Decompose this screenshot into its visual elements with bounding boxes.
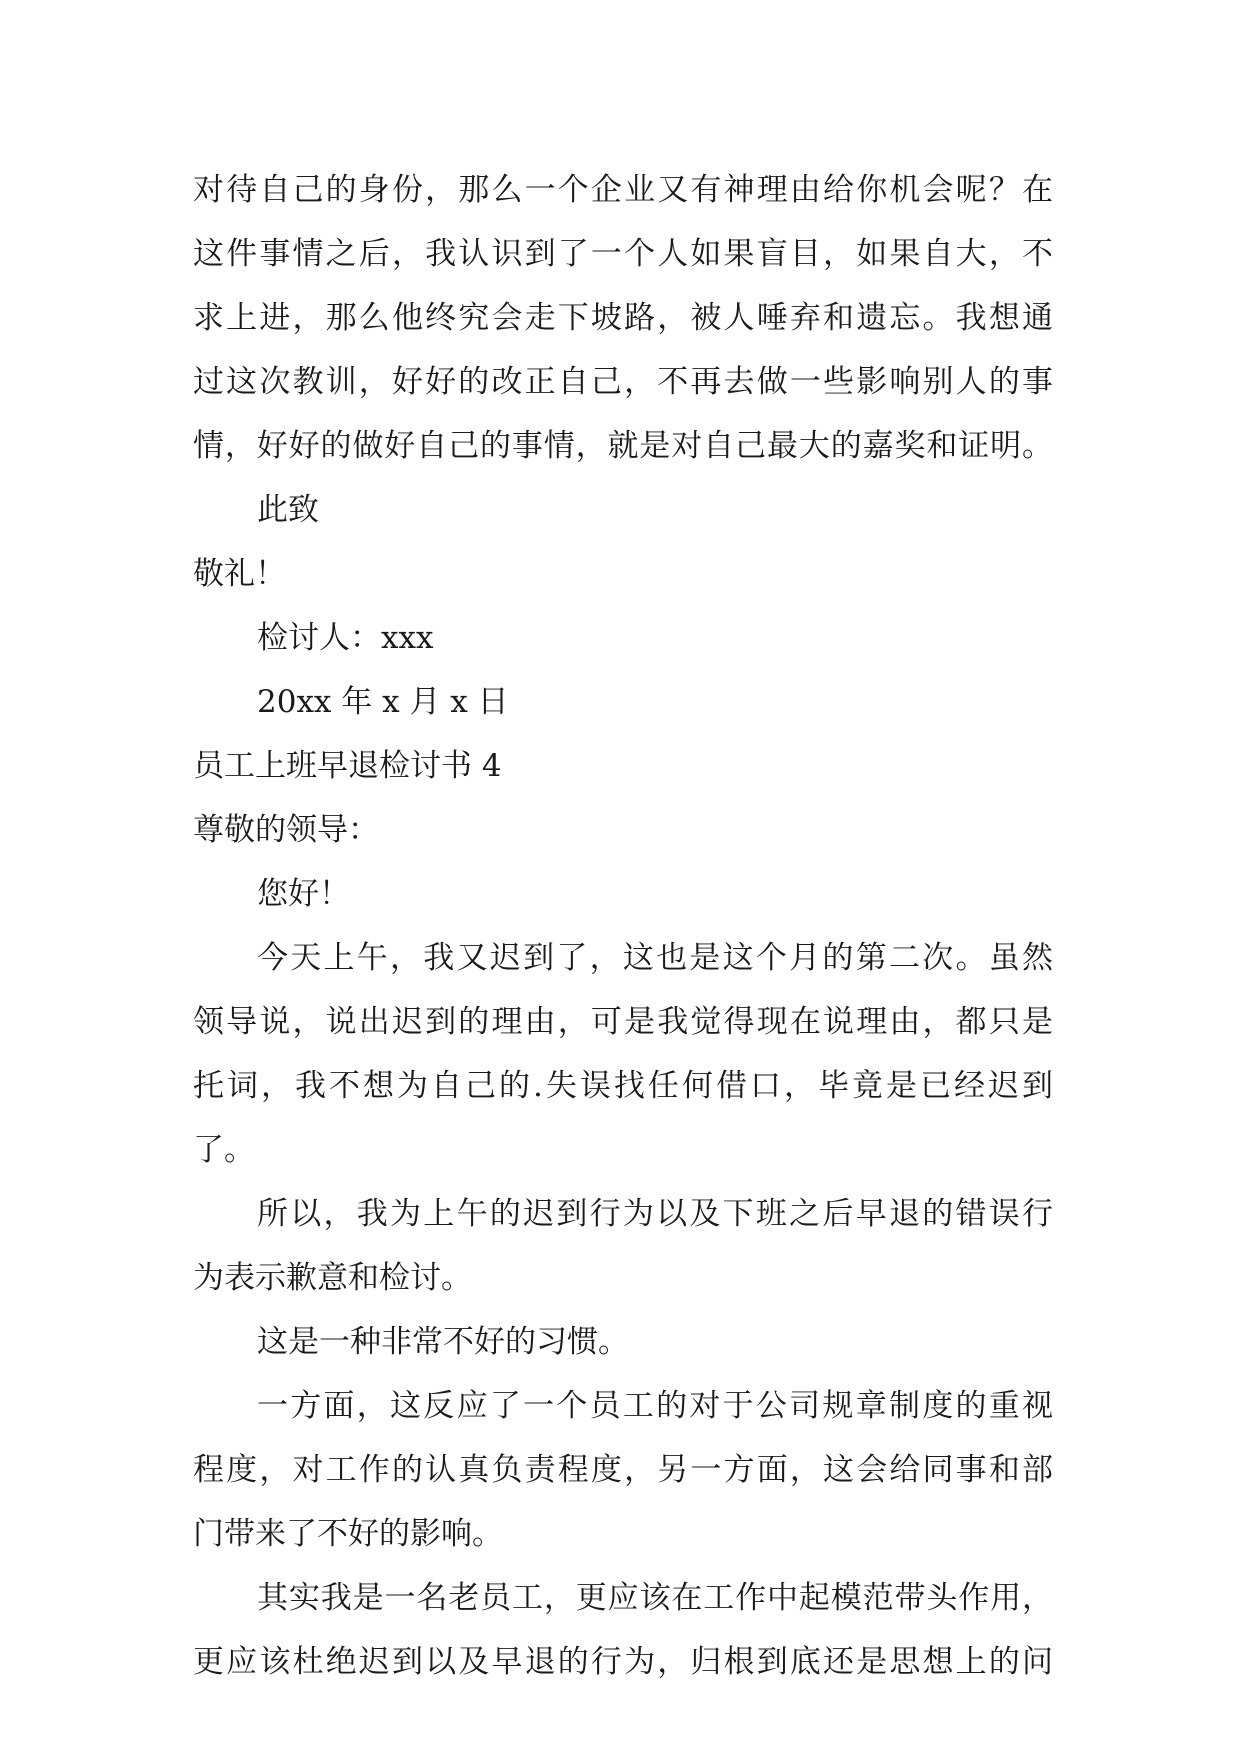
text-line: 尊敬的领导： [193,812,379,848]
text-line: 情，好好的做好自己的事情，就是对自己最大的嘉奖和证明。 [193,428,1053,464]
text-line: 更应该杜绝迟到以及早退的行为，归根到底还是思想上的问 [193,1644,1053,1680]
text-line: 过这次教训，好好的改正自己，不再去做一些影响别人的事 [193,364,1053,400]
text-line: 敬礼！ [193,556,286,592]
text-line: 所以，我为上午的迟到行为以及下班之后早退的错误行 [257,1196,1053,1232]
text-line: 领导说，说出迟到的理由，可是我觉得现在说理由，都只是 [193,1004,1053,1040]
text-line: 其实我是一名老员工，更应该在工作中起模范带头作用， [257,1580,1053,1616]
text-line: 托词，我不想为自己的.失误找任何借口，毕竟是已经迟到 [193,1068,1053,1104]
text-line: 对待自己的身份，那么一个企业又有神理由给你机会呢？在 [193,172,1053,208]
text-line: 为表示歉意和检讨。 [193,1260,472,1296]
text-line: 此致 [257,492,319,528]
text-line: 这件事情之后，我认识到了一个人如果盲目，如果自大，不 [193,236,1053,272]
text-line: 求上进，那么他终究会走下坡路，被人唾弃和遗忘。我想通 [193,300,1053,336]
text-line: 门带来了不好的影响。 [193,1516,503,1552]
text-line: 检讨人：xxx [257,620,434,656]
text-line: 今天上午，我又迟到了，这也是这个月的第二次。虽然 [257,940,1053,976]
text-line: 一方面，这反应了一个员工的对于公司规章制度的重视 [257,1388,1053,1424]
text-line: 员工上班早退检讨书 4 [193,748,502,784]
text-line: 程度，对工作的认真负责程度，另一方面，这会给同事和部 [193,1452,1053,1488]
text-line: 20xx 年 x 月 x 日 [257,684,509,720]
text-line: 您好！ [257,876,350,912]
text-line: 了。 [193,1132,255,1168]
document-body [193,158,1053,1694]
text-line: 这是一种非常不好的习惯。 [257,1324,629,1360]
